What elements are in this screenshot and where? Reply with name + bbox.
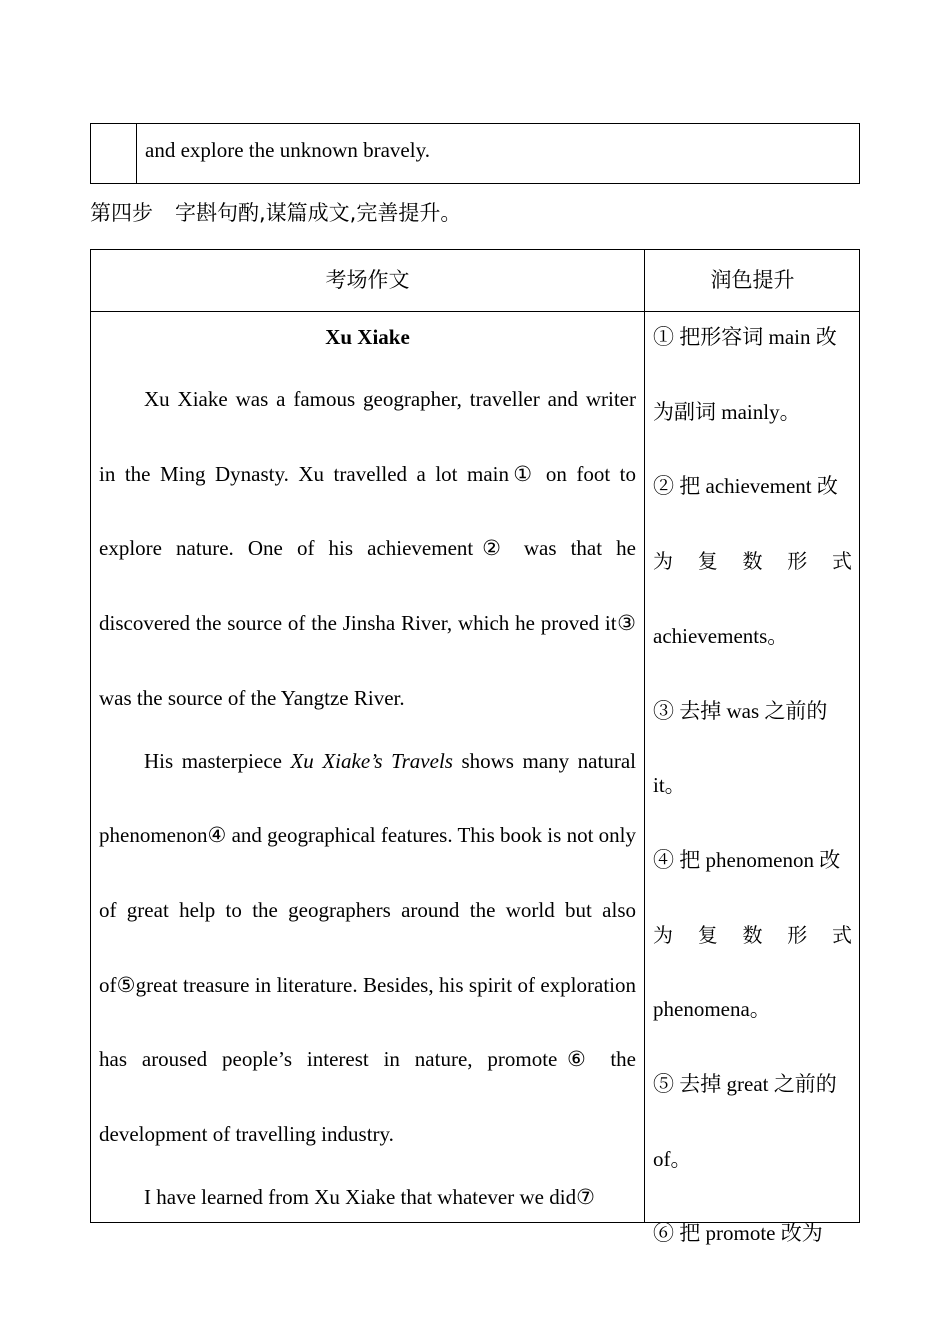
char: 形 — [787, 549, 808, 574]
book-title: Xu Xiake’s Travels — [290, 748, 453, 773]
char: 数 — [742, 549, 763, 574]
char: 式 — [832, 549, 852, 574]
essay-paragraph-3: I have learned from Xu Xiake that whatever we did⑦ — [144, 1184, 595, 1209]
note-4-line-3: phenomena。 — [653, 997, 771, 1022]
char: 数 — [742, 922, 763, 947]
note-2-line-2 — [653, 524, 852, 599]
essay-table — [90, 249, 860, 1246]
note-4-line-1: ④ 把 phenomenon 改 — [653, 847, 841, 872]
note-1-line-2: 为副词 mainly。 — [653, 399, 801, 424]
note-5-line-2: of。 — [653, 1146, 692, 1171]
header-polish: 润色提升 — [710, 268, 795, 292]
step-heading — [90, 197, 461, 227]
empty-cell — [91, 124, 137, 183]
continued-text: and explore the unknown bravely. — [145, 138, 430, 162]
previous-table-row — [90, 123, 860, 184]
char: 为 — [653, 549, 673, 574]
note-2-line-1: ② 把 achievement 改 — [653, 474, 838, 499]
notes-cell — [653, 312, 852, 1271]
note-2-line-3: achievements。 — [653, 623, 789, 648]
essay-paragraph-2 — [99, 724, 636, 1172]
essay-paragraph-1: Xu Xiake was a famous geographer, traveller and writer in the Ming Dynasty. Xu travelled a lot main① on foot to explore nature. One of his achievement② was that he discovered the source of the Jinsha River, which he proved it③ was the source of the Yangtze River. — [99, 387, 636, 710]
char: 形 — [787, 922, 808, 947]
note-6-line-1: ⑥ 把 promote 改为 — [653, 1221, 823, 1246]
note-5-line-1: ⑤ 去掉 great 之前的 — [653, 1072, 837, 1097]
note-3-line-2: it。 — [653, 773, 686, 798]
char: 式 — [832, 922, 852, 947]
note-1-line-1: ① 把形容词 main 改 — [653, 325, 837, 349]
note-3-line-1: ③ 去掉 was 之前的 — [653, 698, 828, 723]
note-4-line-2 — [653, 898, 852, 973]
step-label: 第四步 — [90, 201, 153, 225]
p2-text-a: His masterpiece — [144, 748, 291, 773]
char: 复 — [697, 922, 718, 947]
char: 为 — [653, 922, 673, 947]
p2-text-b: shows many natural phenomenon④ and geographical features. This book is not only of great help to the geographers around the world but also of⑤great treasure in literature. Besides, his spirit of exploration has aroused people’s interest in nature, promote⑥ the development of travelling industry. — [99, 748, 636, 1147]
header-exam-essay: 考场作文 — [325, 268, 410, 292]
char: 复 — [697, 549, 718, 574]
essay-title: Xu Xiake — [325, 325, 410, 349]
essay-cell — [99, 312, 636, 1234]
step-title: 字斟句酌,谋篇成文,完善提升。 — [175, 201, 462, 225]
